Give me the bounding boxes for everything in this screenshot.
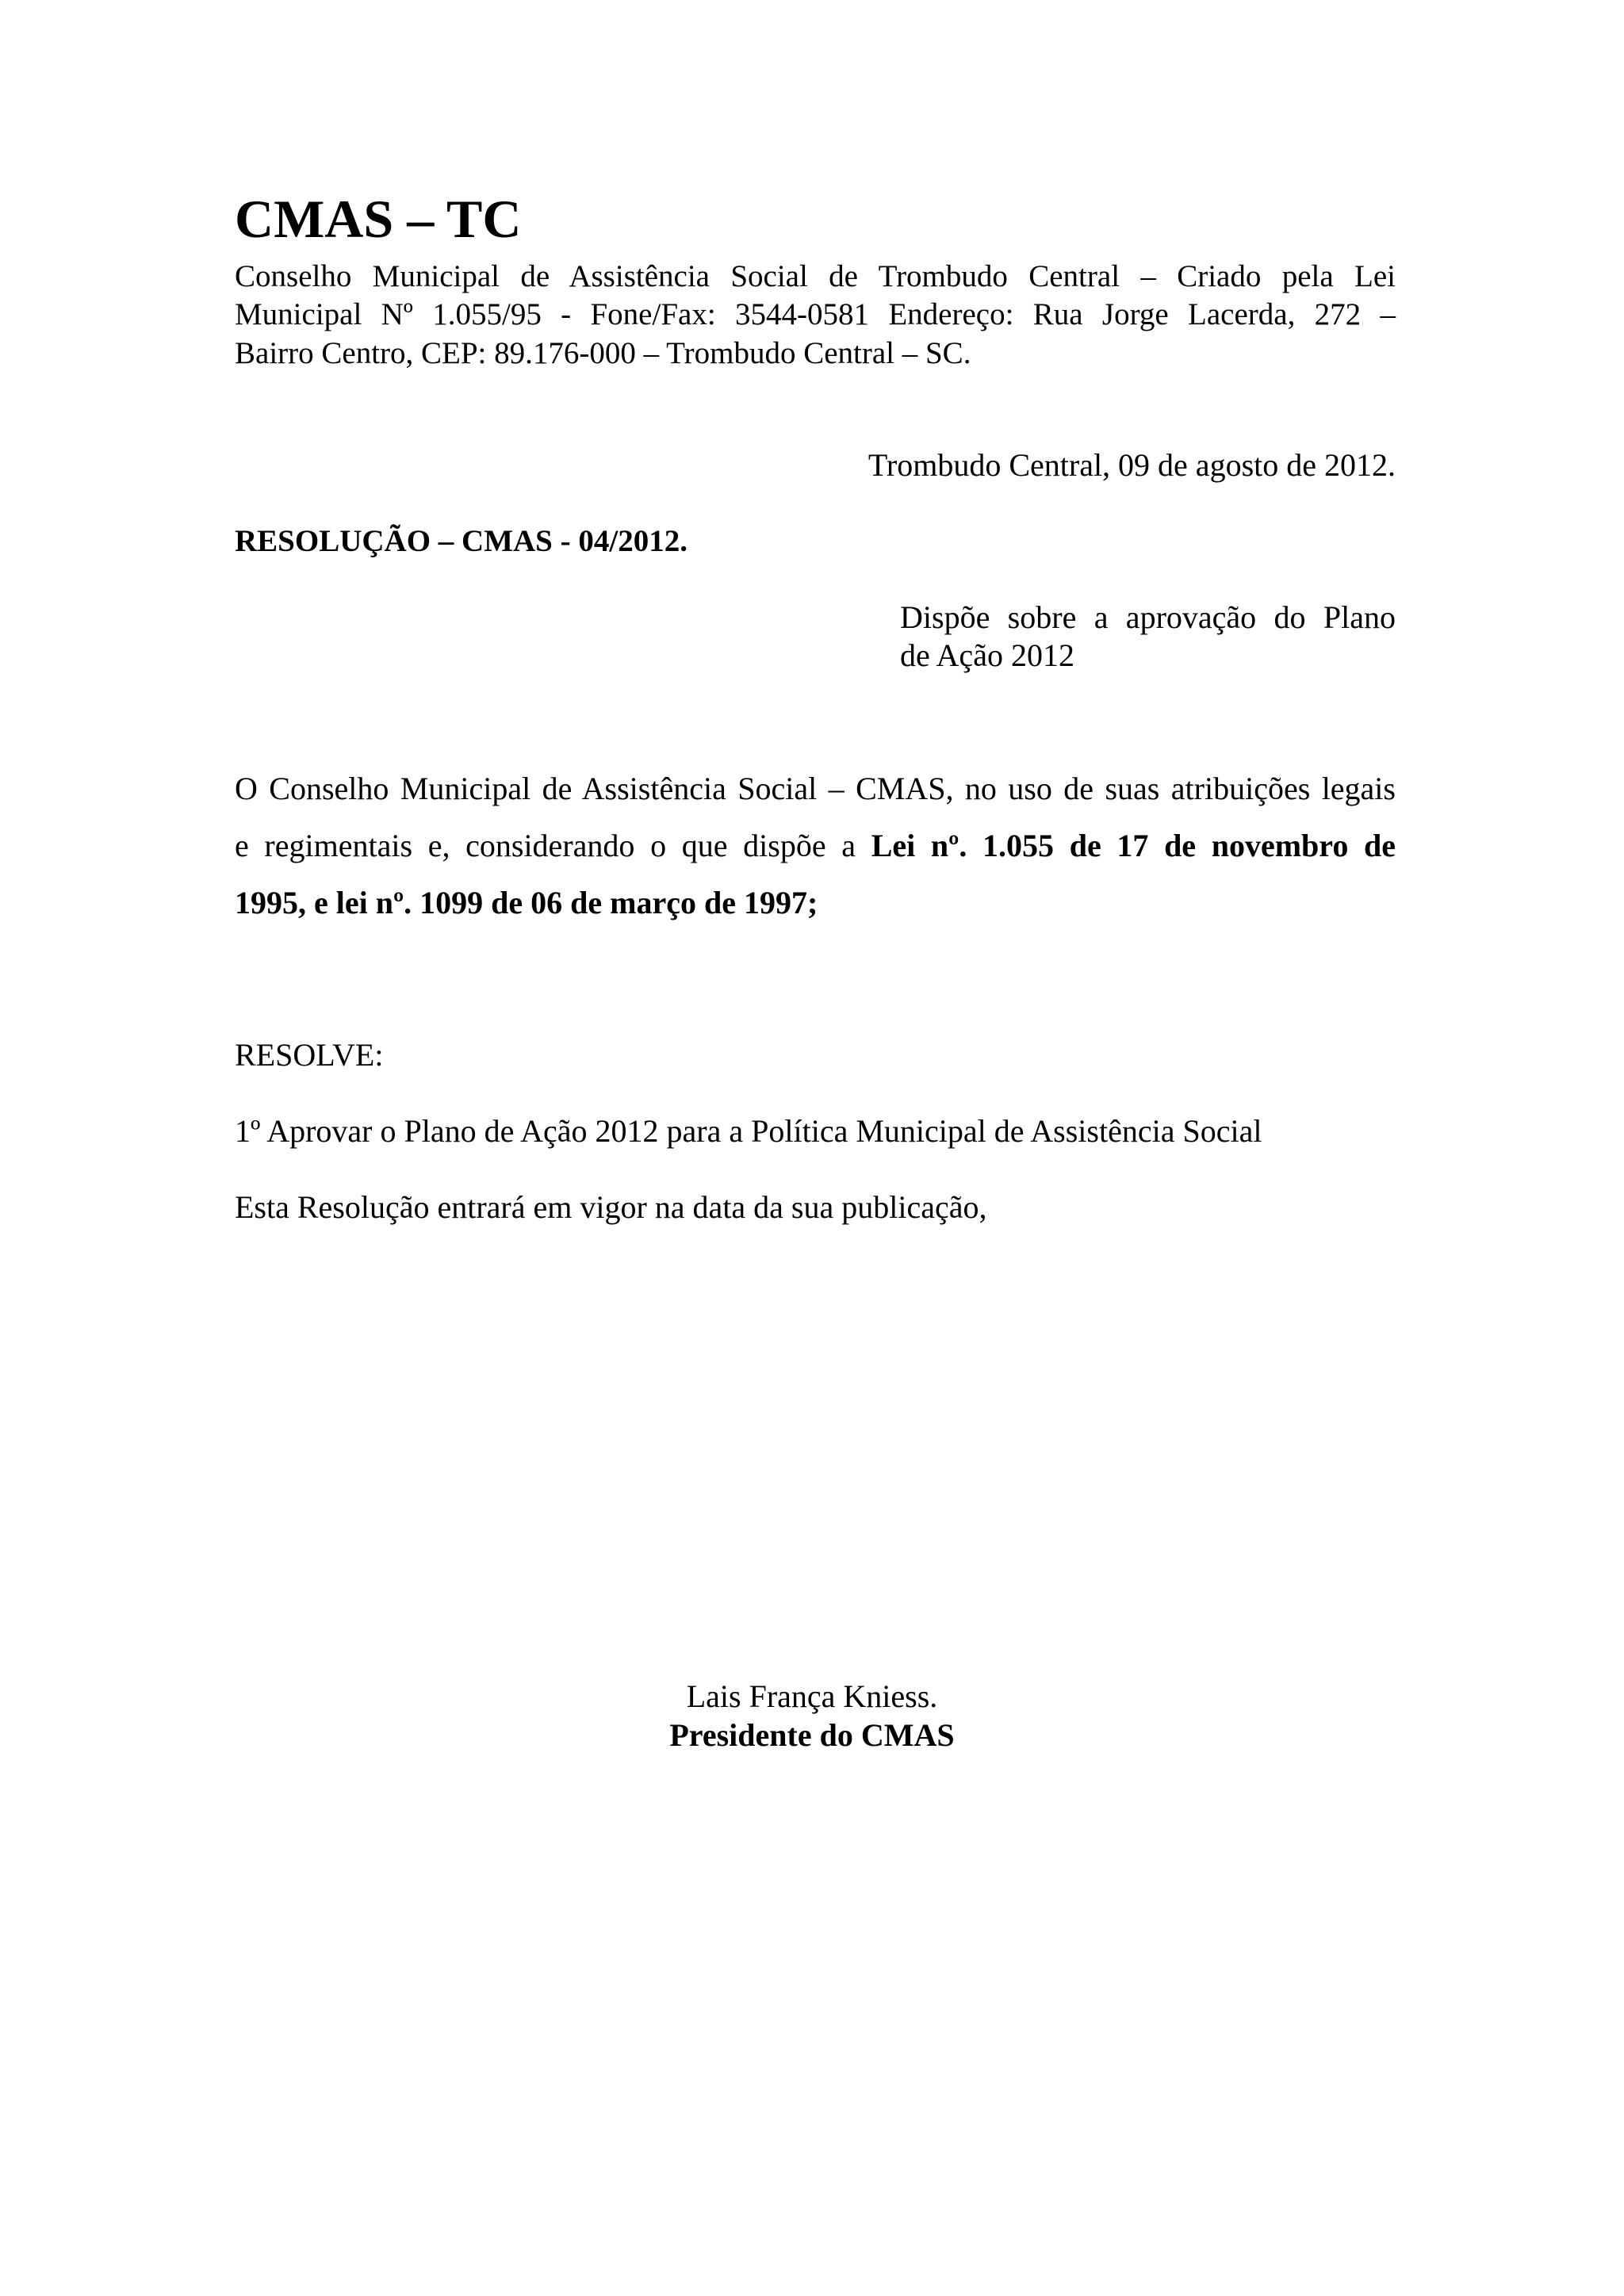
header-description-line-1: Conselho Municipal de Assistência Social de Trombudo Central – Criado pela Lei bbox=[235, 259, 1396, 293]
resolution-number: RESOLUÇÃO – CMAS - 04/2012. bbox=[235, 524, 688, 558]
preamble-line-1: O Conselho Municipal de Assistência Social – CMAS, no uso de suas atribuições legais bbox=[235, 771, 1396, 806]
resolve-heading: RESOLVE: bbox=[235, 1037, 384, 1073]
signatory-name: Lais França Kniess. bbox=[686, 1678, 938, 1714]
document-date: Trombudo Central, 09 de agosto de 2012. bbox=[868, 447, 1396, 483]
resolve-closing: Esta Resolução entrará em vigor na data da sua publicação, bbox=[235, 1189, 987, 1225]
header-description-line-2: Municipal Nº 1.055/95 - Fone/Fax: 3544-0581 Endereço: Rua Jorge Lacerda, 272 – bbox=[235, 297, 1396, 331]
signatory-role: Presidente do CMAS bbox=[669, 1717, 955, 1753]
preamble-line-2-text: e regimentais e, considerando o que dispõe a bbox=[235, 828, 871, 863]
resolution-summary-line-1: Dispõe sobre a aprovação do Plano bbox=[900, 599, 1396, 635]
organization-title: CMAS – TC bbox=[235, 189, 522, 249]
preamble-line-3: 1995, e lei nº. 1099 de 06 de março de 1997; bbox=[235, 885, 818, 920]
header-description-line-3: Bairro Centro, CEP: 89.176-000 – Trombudo Central – SC. bbox=[235, 336, 971, 370]
resolve-item-1: 1º Aprovar o Plano de Ação 2012 para a Política Municipal de Assistência Social bbox=[235, 1113, 1262, 1149]
resolution-summary-line-2: de Ação 2012 bbox=[900, 637, 1074, 673]
preamble-line-2 bbox=[235, 827, 1396, 865]
preamble-law-reference: Lei nº. 1.055 de 17 de novembro de bbox=[871, 828, 1396, 863]
